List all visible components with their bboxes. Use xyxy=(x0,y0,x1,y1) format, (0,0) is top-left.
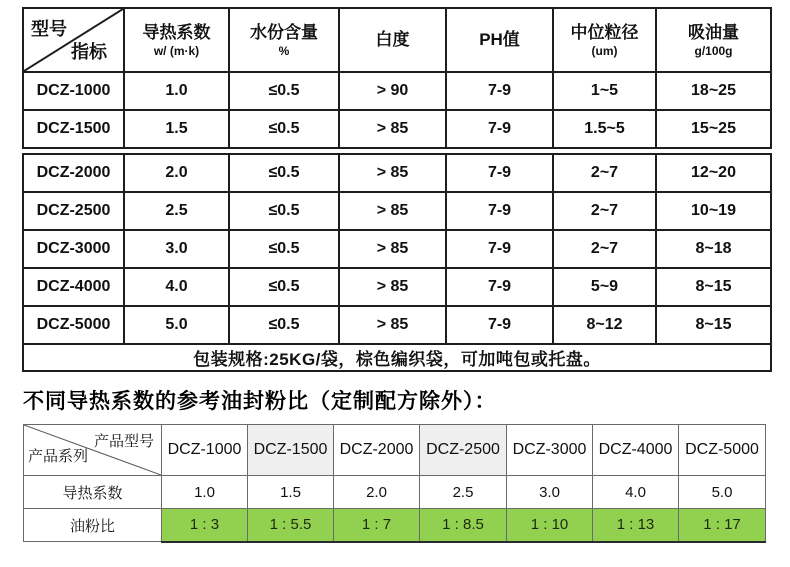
ratio-corner-cell xyxy=(24,425,162,476)
spec-value: ≤0.5 xyxy=(229,306,339,344)
ratio-model-header: DCZ-5000 xyxy=(679,425,766,476)
spec-value: 12~20 xyxy=(656,154,771,192)
ratio-model-header: DCZ-3000 xyxy=(507,425,593,476)
col-header-thermal xyxy=(124,8,229,72)
spec-value: 7-9 xyxy=(446,268,553,306)
spec-value: 7-9 xyxy=(446,72,553,110)
oil-ratio-value: 1 : 5.5 xyxy=(248,509,334,542)
corner-label-index: 指标 xyxy=(71,42,107,62)
spec-value: 1.5 xyxy=(124,110,229,148)
model-cell: DCZ-4000 xyxy=(23,268,124,306)
col-header-ph xyxy=(446,8,553,72)
model-cell: DCZ-1500 xyxy=(23,110,124,148)
ratio-model-header: DCZ-2500 xyxy=(420,425,507,476)
ratio-section-heading: 不同导热系数的参考油封粉比（定制配方除外）： xyxy=(23,390,497,413)
spec-value: 7-9 xyxy=(446,154,553,192)
ratio-model-header: DCZ-1000 xyxy=(162,425,248,476)
oil-ratio-value: 1 : 10 xyxy=(507,509,593,542)
spec-value: 10~19 xyxy=(656,192,771,230)
col-header-oil-absorb xyxy=(656,8,771,72)
spec-value: ≤0.5 xyxy=(229,192,339,230)
spec-value: 1~5 xyxy=(553,72,656,110)
spec-value: ≤0.5 xyxy=(229,154,339,192)
spec-value: > 85 xyxy=(339,192,446,230)
spec-value: 7-9 xyxy=(446,306,553,344)
corner-label-product-series: 产品系列 xyxy=(28,448,89,465)
spec-value: 5.0 xyxy=(124,306,229,344)
spec-value: 7-9 xyxy=(446,230,553,268)
spec-value: 2.0 xyxy=(124,154,229,192)
oil-ratio-value: 1 : 13 xyxy=(593,509,679,542)
spec-value: ≤0.5 xyxy=(229,110,339,148)
spec-value: > 85 xyxy=(339,154,446,192)
spec-value: > 85 xyxy=(339,230,446,268)
spec-row-dcz-1500 xyxy=(23,110,771,148)
corner-label-model: 型号 xyxy=(31,19,67,39)
conductivity-value: 4.0 xyxy=(593,476,679,509)
col-header-unit: % xyxy=(278,43,290,58)
spec-value: 8~15 xyxy=(656,268,771,306)
oil-ratio-row xyxy=(24,509,766,542)
conductivity-value: 1.0 xyxy=(162,476,248,509)
spec-value: 8~15 xyxy=(656,306,771,344)
oil-ratio-value: 1 : 3 xyxy=(162,509,248,542)
col-header-label: PH值 xyxy=(479,30,520,49)
spec-row-dcz-1000 xyxy=(23,72,771,110)
col-header-label: 中位粒径 xyxy=(570,22,639,42)
col-header-label: 白度 xyxy=(375,30,410,49)
spec-value: 8~18 xyxy=(656,230,771,268)
spec-row-dcz-4000 xyxy=(23,268,771,306)
col-header-moisture xyxy=(229,8,339,72)
col-header-unit: (um) xyxy=(591,43,618,58)
spec-value: 3.0 xyxy=(124,230,229,268)
spec-value: 2~7 xyxy=(553,154,656,192)
col-header-whiteness xyxy=(339,8,446,72)
spec-value: 2~7 xyxy=(553,192,656,230)
spec-value: ≤0.5 xyxy=(229,72,339,110)
spec-header-row xyxy=(23,8,771,72)
model-cell: DCZ-2000 xyxy=(23,154,124,192)
col-header-label: 导热系数 xyxy=(142,22,211,42)
oil-ratio-value: 1 : 8.5 xyxy=(420,509,507,542)
spec-value: 18~25 xyxy=(656,72,771,110)
spec-value: 7-9 xyxy=(446,192,553,230)
spec-row-dcz-5000 xyxy=(23,306,771,344)
spec-value: ≤0.5 xyxy=(229,268,339,306)
spec-row-dcz-3000 xyxy=(23,230,771,268)
spec-value: > 85 xyxy=(339,306,446,344)
ratio-model-header: DCZ-1500 xyxy=(248,425,334,476)
col-header-unit: g/100g xyxy=(694,43,733,58)
row-label-oil-ratio: 油粉比 xyxy=(24,509,162,542)
spec-value: ≤0.5 xyxy=(229,230,339,268)
model-cell: DCZ-5000 xyxy=(23,306,124,344)
ratio-table xyxy=(23,424,766,543)
spec-value: > 85 xyxy=(339,268,446,306)
conductivity-value: 3.0 xyxy=(507,476,593,509)
col-header-unit: w/ (m·k) xyxy=(153,43,200,58)
corner-label-product-model: 产品型号 xyxy=(93,433,154,450)
col-header-particle xyxy=(553,8,656,72)
model-cell: DCZ-2500 xyxy=(23,192,124,230)
spec-value: > 90 xyxy=(339,72,446,110)
conductivity-value: 5.0 xyxy=(679,476,766,509)
spec-value: 8~12 xyxy=(553,306,656,344)
ratio-header-row xyxy=(24,425,766,476)
packaging-note: 包装规格:25KG/袋，棕色编织袋，可加吨包或托盘。 xyxy=(23,344,771,371)
spec-corner-cell xyxy=(23,8,124,72)
col-header-label: 吸油量 xyxy=(688,22,739,42)
spec-value: 1.5~5 xyxy=(553,110,656,148)
spec-value: 1.0 xyxy=(124,72,229,110)
spec-value: 7-9 xyxy=(446,110,553,148)
conductivity-row xyxy=(24,476,766,509)
model-cell: DCZ-1000 xyxy=(23,72,124,110)
spec-value: 2.5 xyxy=(124,192,229,230)
spec-table-upper xyxy=(22,7,772,149)
spec-value: 15~25 xyxy=(656,110,771,148)
oil-ratio-value: 1 : 7 xyxy=(334,509,420,542)
spec-table-lower xyxy=(22,153,772,372)
oil-ratio-value: 1 : 17 xyxy=(679,509,766,542)
model-cell: DCZ-3000 xyxy=(23,230,124,268)
row-label-conductivity: 导热系数 xyxy=(24,476,162,509)
ratio-model-header: DCZ-4000 xyxy=(593,425,679,476)
conductivity-value: 1.5 xyxy=(248,476,334,509)
ratio-model-header: DCZ-2000 xyxy=(334,425,420,476)
packaging-note-row xyxy=(23,344,771,371)
conductivity-value: 2.5 xyxy=(420,476,507,509)
spec-value: 5~9 xyxy=(553,268,656,306)
col-header-label: 水份含量 xyxy=(250,22,318,42)
conductivity-value: 2.0 xyxy=(334,476,420,509)
spec-row-dcz-2500 xyxy=(23,192,771,230)
spec-value: 2~7 xyxy=(553,230,656,268)
spec-value: 4.0 xyxy=(124,268,229,306)
spec-value: > 85 xyxy=(339,110,446,148)
spec-row-dcz-2000 xyxy=(23,154,771,192)
